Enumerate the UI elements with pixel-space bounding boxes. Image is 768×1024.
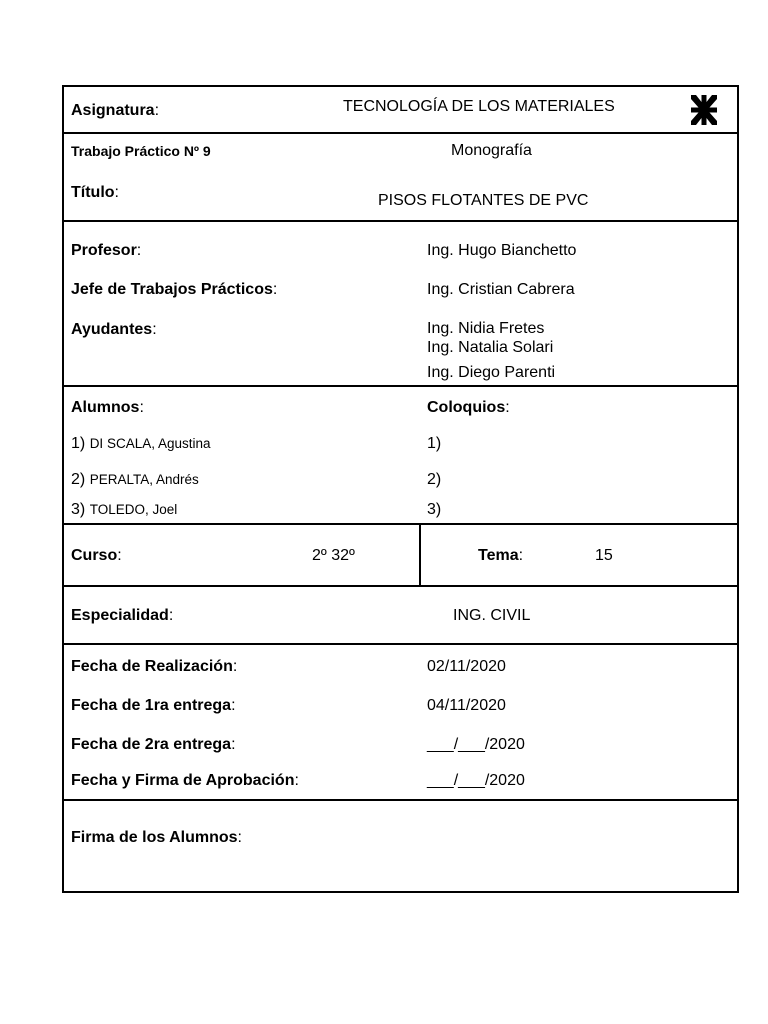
ayudante-item: Ing. Nidia Fretes (427, 320, 545, 337)
fecha-aprobacion-value: ___/___/2020 (427, 772, 525, 789)
titulo-value: PISOS FLOTANTES DE PVC (378, 192, 589, 209)
column-divider (419, 523, 421, 586)
ayudantes-field (71, 322, 157, 338)
asignatura-field (71, 103, 159, 119)
tema-field (478, 548, 523, 564)
colon: : (231, 697, 236, 714)
colon: : (117, 547, 122, 564)
fecha-realizacion-value: 02/11/2020 (427, 658, 506, 675)
colon: : (505, 399, 510, 416)
especialidad-label: Especialidad (71, 607, 169, 624)
profesor-value: Ing. Hugo Bianchetto (427, 242, 577, 259)
curso-label: Curso (71, 547, 118, 564)
ayudante-item: Ing. Natalia Solari (427, 339, 554, 356)
profesor-field (71, 243, 141, 259)
alumnos-label: Alumnos (71, 399, 140, 416)
jtp-label: Jefe de Trabajos Prácticos (71, 281, 273, 298)
colon: : (518, 547, 524, 564)
profesor-label: Profesor (71, 242, 137, 259)
fecha-realizacion-label: Fecha de Realización (71, 658, 233, 675)
titulo-field (71, 185, 119, 201)
divider (64, 132, 737, 134)
colon: : (168, 607, 174, 624)
ayudantes-label: Ayudantes (71, 321, 153, 338)
fecha-entrega1-value: 04/11/2020 (427, 697, 506, 714)
coloquios-label: Coloquios (427, 399, 506, 416)
alumno-name: DI SCALA, Agustina (89, 436, 211, 451)
coloquio-item: 2) (427, 471, 442, 488)
divider (64, 220, 737, 222)
fecha-entrega1-field (71, 698, 236, 714)
alumno-number: 2) (71, 471, 86, 488)
firma-label: Firma de los Alumnos (71, 829, 238, 846)
alumno-row (71, 502, 177, 518)
curso-value: 2º 32º (312, 547, 355, 564)
divider (64, 523, 737, 525)
fecha-entrega1-label: Fecha de 1ra entrega (71, 697, 232, 714)
coloquio-item: 1) (427, 435, 442, 452)
alumno-number: 3) (71, 501, 86, 518)
colon: : (152, 321, 157, 338)
jtp-field (71, 282, 277, 298)
colon: : (154, 102, 160, 119)
tp-type: Monografía (451, 142, 532, 159)
coloquio-item: 3) (427, 501, 442, 518)
alumno-name: TOLEDO, Joel (89, 502, 178, 517)
alumno-number: 1) (71, 435, 86, 452)
colon: : (237, 829, 242, 846)
alumno-row (71, 436, 211, 452)
utn-logo-icon (691, 95, 717, 125)
coloquios-field (427, 400, 510, 416)
tema-label: Tema (478, 547, 519, 564)
titulo-label: Título (71, 184, 115, 201)
fecha-aprobacion-field (71, 773, 299, 789)
colon: : (231, 736, 236, 753)
fecha-aprobacion-label: Fecha y Firma de Aprobación (71, 772, 295, 789)
alumno-row (71, 472, 199, 488)
colon: : (232, 658, 238, 675)
colon: : (139, 399, 144, 416)
firma-field (71, 830, 242, 846)
divider (64, 643, 737, 645)
colon: : (114, 184, 119, 201)
colon: : (136, 242, 142, 259)
tema-value: 15 (595, 547, 613, 564)
asignatura-label: Asignatura (71, 102, 155, 119)
colon: : (294, 772, 299, 789)
tp-label: Trabajo Práctico Nº 9 (71, 143, 211, 159)
fecha-entrega2-label: Fecha de 2ra entrega (71, 736, 232, 753)
tp-cover-form (62, 85, 739, 893)
divider (64, 585, 737, 587)
especialidad-value: ING. CIVIL (453, 607, 531, 624)
especialidad-field (71, 608, 173, 624)
ayudante-item: Ing. Diego Parenti (427, 364, 556, 381)
divider (64, 385, 737, 387)
alumno-name: PERALTA, Andrés (89, 472, 199, 487)
divider (64, 799, 737, 801)
alumnos-field (71, 400, 144, 416)
colon: : (272, 281, 278, 298)
curso-field (71, 548, 122, 564)
jtp-value: Ing. Cristian Cabrera (427, 281, 575, 298)
asignatura-value: TECNOLOGÍA DE LOS MATERIALES (343, 98, 615, 115)
fecha-entrega2-value: ___/___/2020 (427, 736, 525, 753)
fecha-entrega2-field (71, 737, 236, 753)
fecha-realizacion-field (71, 659, 237, 675)
